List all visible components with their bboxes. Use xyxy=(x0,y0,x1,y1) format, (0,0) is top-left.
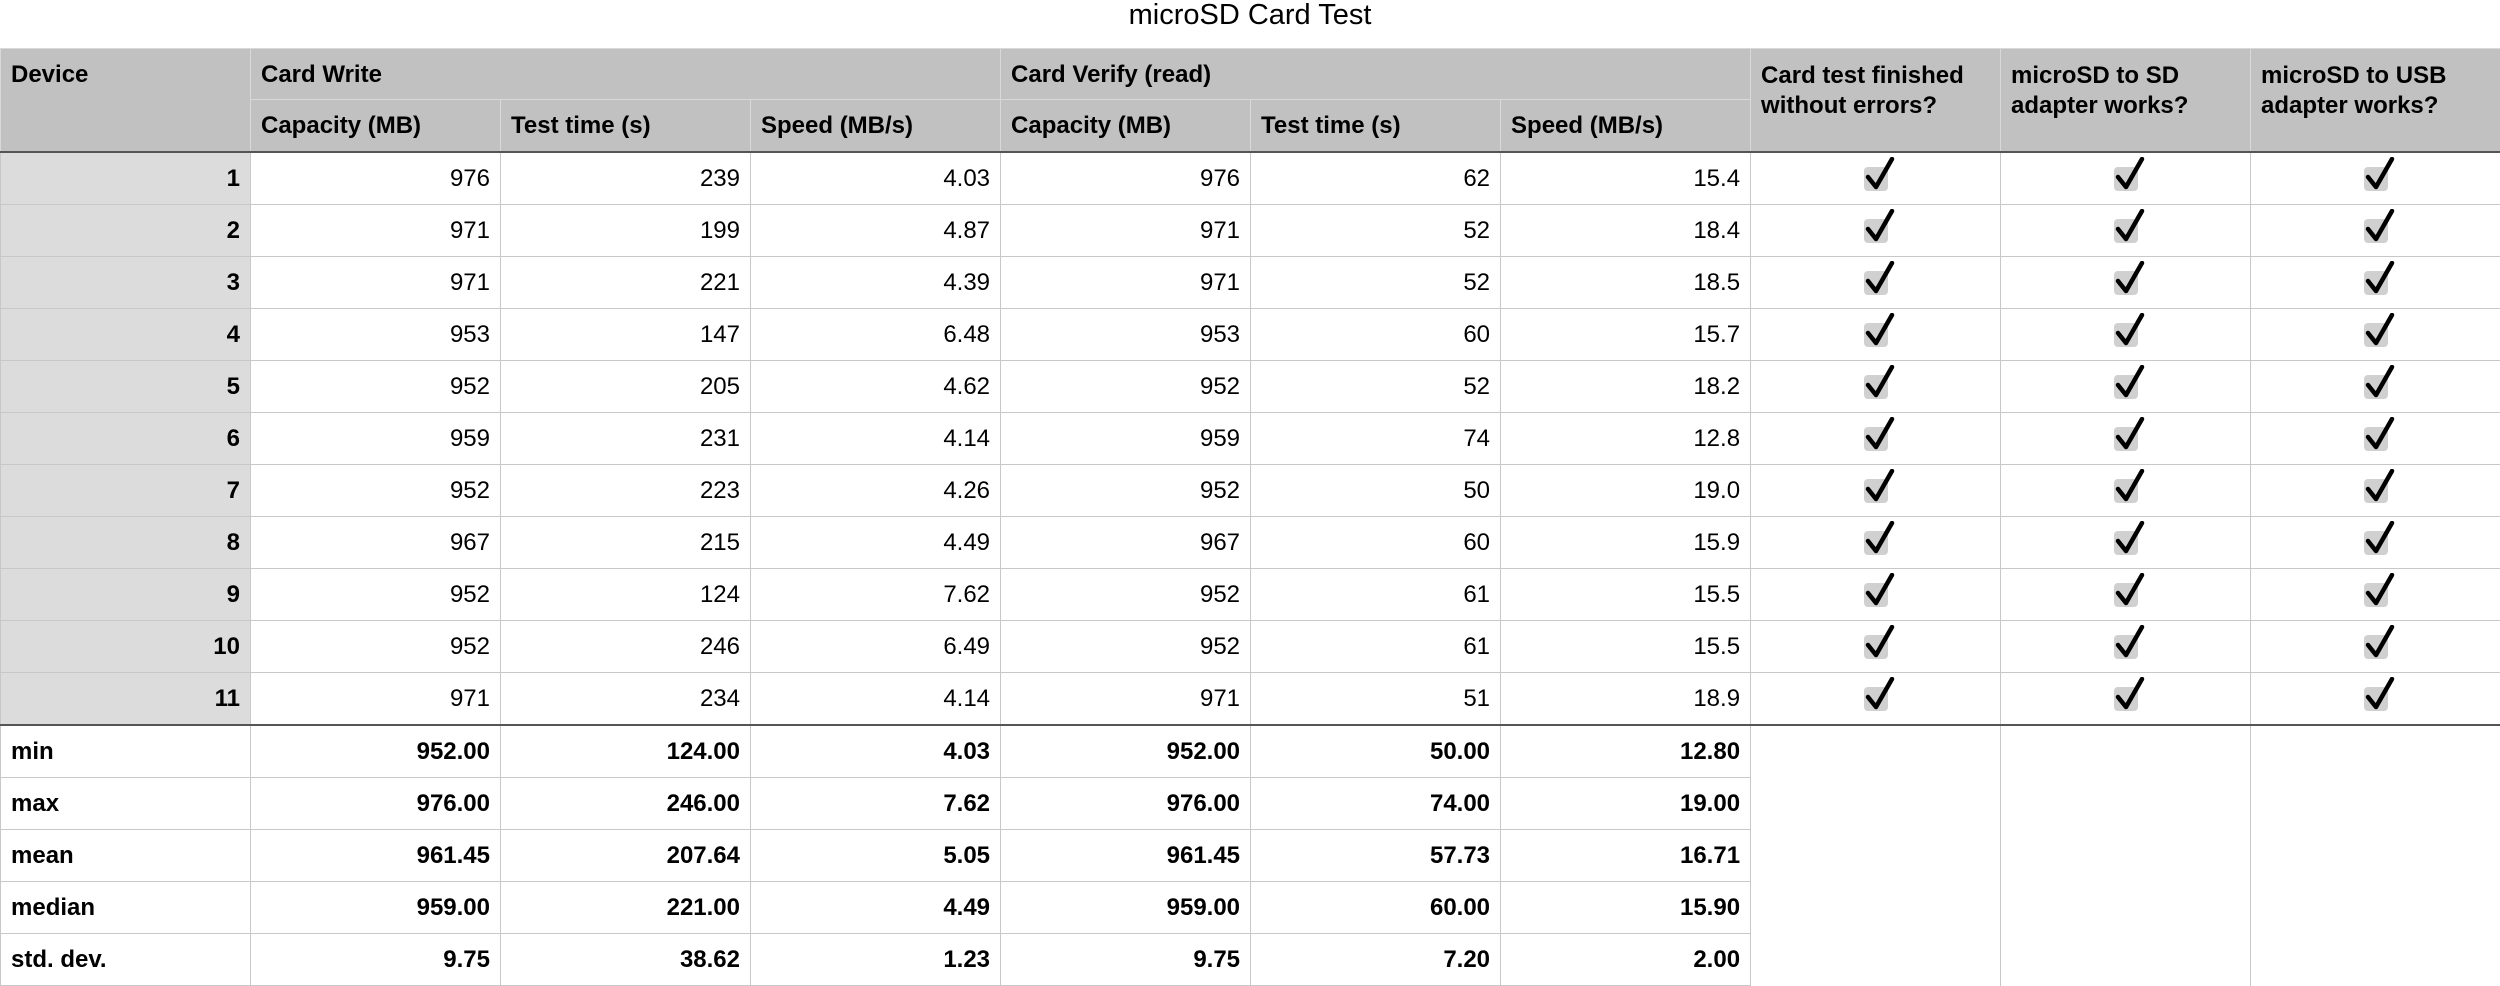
verify-capacity-cell[interactable]: 952 xyxy=(1001,569,1251,621)
write-speed-cell[interactable]: 6.49 xyxy=(751,621,1001,673)
checkbox[interactable] xyxy=(1864,583,1888,607)
checkbox[interactable] xyxy=(1864,375,1888,399)
sd-adapter-checkbox-cell[interactable] xyxy=(2001,309,2251,361)
header-device[interactable]: Device xyxy=(1,49,251,153)
verify-capacity-cell[interactable]: 971 xyxy=(1001,205,1251,257)
stat-verify-capacity-cell[interactable]: 959.00 xyxy=(1001,882,1251,934)
stat-write-test-time-cell[interactable]: 124.00 xyxy=(501,725,751,778)
stat-verify-test-time-cell[interactable]: 74.00 xyxy=(1251,778,1501,830)
usb-adapter-checkbox-cell[interactable] xyxy=(2251,673,2500,726)
verify-test-time-cell[interactable]: 61 xyxy=(1251,569,1501,621)
checkbox[interactable] xyxy=(1864,531,1888,555)
write-test-time-cell[interactable]: 231 xyxy=(501,413,751,465)
verify-capacity-cell[interactable]: 967 xyxy=(1001,517,1251,569)
write-test-time-cell[interactable]: 221 xyxy=(501,257,751,309)
stat-label-cell[interactable]: min xyxy=(1,725,251,778)
verify-capacity-cell[interactable]: 952 xyxy=(1001,465,1251,517)
checkbox[interactable] xyxy=(2364,271,2388,295)
verify-test-time-cell[interactable]: 74 xyxy=(1251,413,1501,465)
verify-speed-cell[interactable]: 15.4 xyxy=(1501,152,1751,205)
header-usb-adapter[interactable]: microSD to USB adapter works? xyxy=(2251,49,2500,153)
header-write-test-time[interactable]: Test time (s) xyxy=(501,100,751,153)
checkbox[interactable] xyxy=(2364,687,2388,711)
stat-verify-speed-cell[interactable]: 12.80 xyxy=(1501,725,1751,778)
write-speed-cell[interactable]: 4.14 xyxy=(751,413,1001,465)
usb-adapter-checkbox-cell[interactable] xyxy=(2251,309,2500,361)
table-row xyxy=(1,465,2500,517)
sd-adapter-checkbox-cell[interactable] xyxy=(2001,257,2251,309)
checkbox[interactable] xyxy=(2114,531,2138,555)
finished-checkbox-cell[interactable] xyxy=(1751,205,2001,257)
verify-speed-cell[interactable]: 15.9 xyxy=(1501,517,1751,569)
finished-checkbox-cell[interactable] xyxy=(1751,152,2001,205)
verify-test-time-cell[interactable]: 60 xyxy=(1251,309,1501,361)
stat-verify-test-time-cell[interactable]: 60.00 xyxy=(1251,882,1501,934)
checkbox[interactable] xyxy=(2114,219,2138,243)
stat-write-capacity-cell[interactable]: 961.45 xyxy=(251,830,501,882)
device-cell[interactable]: 4 xyxy=(1,309,251,361)
checkbox[interactable] xyxy=(2114,635,2138,659)
usb-adapter-checkbox-cell[interactable] xyxy=(2251,361,2500,413)
checkbox[interactable] xyxy=(2364,479,2388,503)
header-card-write[interactable]: Card Write xyxy=(251,49,1001,100)
verify-speed-cell[interactable]: 18.5 xyxy=(1501,257,1751,309)
table-row xyxy=(1,517,2500,569)
finished-checkbox-cell[interactable] xyxy=(1751,413,2001,465)
stat-verify-test-time-cell[interactable]: 57.73 xyxy=(1251,830,1501,882)
sd-adapter-checkbox-cell[interactable] xyxy=(2001,517,2251,569)
device-cell[interactable]: 6 xyxy=(1,413,251,465)
empty-cell[interactable] xyxy=(2251,725,2500,986)
write-speed-cell[interactable]: 4.49 xyxy=(751,517,1001,569)
stat-write-test-time-cell[interactable]: 38.62 xyxy=(501,934,751,986)
write-speed-cell[interactable]: 6.48 xyxy=(751,309,1001,361)
verify-capacity-cell[interactable]: 976 xyxy=(1001,152,1251,205)
finished-checkbox-cell[interactable] xyxy=(1751,569,2001,621)
verify-speed-cell[interactable]: 18.4 xyxy=(1501,205,1751,257)
finished-checkbox-cell[interactable] xyxy=(1751,465,2001,517)
finished-checkbox-cell[interactable] xyxy=(1751,621,2001,673)
stat-write-capacity-cell[interactable]: 976.00 xyxy=(251,778,501,830)
verify-test-time-cell[interactable]: 52 xyxy=(1251,205,1501,257)
table-row xyxy=(1,205,2500,257)
usb-adapter-checkbox-cell[interactable] xyxy=(2251,413,2500,465)
checkbox[interactable] xyxy=(2114,375,2138,399)
device-cell[interactable]: 11 xyxy=(1,673,251,726)
stat-write-capacity-cell[interactable]: 9.75 xyxy=(251,934,501,986)
checkbox[interactable] xyxy=(2114,583,2138,607)
device-cell[interactable]: 7 xyxy=(1,465,251,517)
stat-write-speed-cell[interactable]: 1.23 xyxy=(751,934,1001,986)
write-capacity-cell[interactable]: 971 xyxy=(251,205,501,257)
sd-adapter-checkbox-cell[interactable] xyxy=(2001,361,2251,413)
table-row xyxy=(1,152,2500,205)
write-capacity-cell[interactable]: 971 xyxy=(251,673,501,726)
verify-test-time-cell[interactable]: 52 xyxy=(1251,361,1501,413)
write-speed-cell[interactable]: 4.14 xyxy=(751,673,1001,726)
sd-adapter-checkbox-cell[interactable] xyxy=(2001,465,2251,517)
write-test-time-cell[interactable]: 246 xyxy=(501,621,751,673)
finished-checkbox-cell[interactable] xyxy=(1751,673,2001,726)
verify-capacity-cell[interactable]: 971 xyxy=(1001,257,1251,309)
stat-label-cell[interactable]: max xyxy=(1,778,251,830)
device-cell[interactable]: 5 xyxy=(1,361,251,413)
verify-capacity-cell[interactable]: 952 xyxy=(1001,361,1251,413)
checkbox[interactable] xyxy=(2114,323,2138,347)
write-speed-cell[interactable]: 4.26 xyxy=(751,465,1001,517)
checkbox[interactable] xyxy=(2364,583,2388,607)
stat-verify-speed-cell[interactable]: 19.00 xyxy=(1501,778,1751,830)
checkbox[interactable] xyxy=(2114,427,2138,451)
device-cell[interactable]: 1 xyxy=(1,152,251,205)
stat-write-speed-cell[interactable]: 4.03 xyxy=(751,725,1001,778)
write-speed-cell[interactable]: 4.87 xyxy=(751,205,1001,257)
usb-adapter-checkbox-cell[interactable] xyxy=(2251,152,2500,205)
write-capacity-cell[interactable]: 952 xyxy=(251,465,501,517)
usb-adapter-checkbox-cell[interactable] xyxy=(2251,517,2500,569)
stat-verify-speed-cell[interactable]: 16.71 xyxy=(1501,830,1751,882)
write-capacity-cell[interactable]: 959 xyxy=(251,413,501,465)
verify-test-time-cell[interactable]: 50 xyxy=(1251,465,1501,517)
checkbox[interactable] xyxy=(1864,323,1888,347)
table-row xyxy=(1,413,2500,465)
write-capacity-cell[interactable]: 976 xyxy=(251,152,501,205)
write-speed-cell[interactable]: 7.62 xyxy=(751,569,1001,621)
checkbox[interactable] xyxy=(1864,687,1888,711)
empty-cell[interactable] xyxy=(2001,725,2251,986)
checkbox[interactable] xyxy=(2114,479,2138,503)
header-write-capacity[interactable]: Capacity (MB) xyxy=(251,100,501,153)
write-test-time-cell[interactable]: 234 xyxy=(501,673,751,726)
stat-verify-speed-cell[interactable]: 15.90 xyxy=(1501,882,1751,934)
write-capacity-cell[interactable]: 952 xyxy=(251,621,501,673)
stat-write-test-time-cell[interactable]: 207.64 xyxy=(501,830,751,882)
stat-write-speed-cell[interactable]: 5.05 xyxy=(751,830,1001,882)
sd-adapter-checkbox-cell[interactable] xyxy=(2001,673,2251,726)
header-finished[interactable]: Card test finished without errors? xyxy=(1751,49,2001,153)
write-capacity-cell[interactable]: 971 xyxy=(251,257,501,309)
write-test-time-cell[interactable]: 215 xyxy=(501,517,751,569)
sd-adapter-checkbox-cell[interactable] xyxy=(2001,569,2251,621)
device-cell[interactable]: 3 xyxy=(1,257,251,309)
stat-verify-test-time-cell[interactable]: 7.20 xyxy=(1251,934,1501,986)
stat-label-cell[interactable]: mean xyxy=(1,830,251,882)
verify-speed-cell[interactable]: 15.5 xyxy=(1501,569,1751,621)
write-test-time-cell[interactable]: 124 xyxy=(501,569,751,621)
finished-checkbox-cell[interactable] xyxy=(1751,517,2001,569)
write-test-time-cell[interactable]: 223 xyxy=(501,465,751,517)
usb-adapter-checkbox-cell[interactable] xyxy=(2251,465,2500,517)
sd-adapter-checkbox-cell[interactable] xyxy=(2001,152,2251,205)
write-test-time-cell[interactable]: 239 xyxy=(501,152,751,205)
table-row xyxy=(1,621,2500,673)
stat-write-speed-cell[interactable]: 7.62 xyxy=(751,778,1001,830)
verify-speed-cell[interactable]: 15.7 xyxy=(1501,309,1751,361)
sd-adapter-checkbox-cell[interactable] xyxy=(2001,205,2251,257)
checkbox[interactable] xyxy=(2364,167,2388,191)
header-verify-test-time[interactable]: Test time (s) xyxy=(1251,100,1501,153)
stat-verify-test-time-cell[interactable]: 50.00 xyxy=(1251,725,1501,778)
usb-adapter-checkbox-cell[interactable] xyxy=(2251,257,2500,309)
verify-test-time-cell[interactable]: 61 xyxy=(1251,621,1501,673)
table-row xyxy=(1,257,2500,309)
header-card-verify[interactable]: Card Verify (read) xyxy=(1001,49,1751,100)
checkbox[interactable] xyxy=(1864,271,1888,295)
stats-row xyxy=(1,725,2500,778)
write-test-time-cell[interactable]: 147 xyxy=(501,309,751,361)
checkbox[interactable] xyxy=(2364,219,2388,243)
write-speed-cell[interactable]: 4.62 xyxy=(751,361,1001,413)
table-row xyxy=(1,673,2500,726)
usb-adapter-checkbox-cell[interactable] xyxy=(2251,569,2500,621)
table-row xyxy=(1,361,2500,413)
verify-speed-cell[interactable]: 12.8 xyxy=(1501,413,1751,465)
header-write-speed[interactable]: Speed (MB/s) xyxy=(751,100,1001,153)
stat-label-cell[interactable]: std. dev. xyxy=(1,934,251,986)
results-table xyxy=(0,48,2500,986)
verify-speed-cell[interactable]: 18.9 xyxy=(1501,673,1751,726)
checkbox[interactable] xyxy=(2364,375,2388,399)
checkbox[interactable] xyxy=(1864,167,1888,191)
usb-adapter-checkbox-cell[interactable] xyxy=(2251,621,2500,673)
verify-test-time-cell[interactable]: 52 xyxy=(1251,257,1501,309)
verify-speed-cell[interactable]: 15.5 xyxy=(1501,621,1751,673)
finished-checkbox-cell[interactable] xyxy=(1751,257,2001,309)
verify-speed-cell[interactable]: 19.0 xyxy=(1501,465,1751,517)
device-cell[interactable]: 2 xyxy=(1,205,251,257)
stat-verify-speed-cell[interactable]: 2.00 xyxy=(1501,934,1751,986)
stat-label-cell[interactable]: median xyxy=(1,882,251,934)
sd-adapter-checkbox-cell[interactable] xyxy=(2001,621,2251,673)
checkbox[interactable] xyxy=(1864,635,1888,659)
checkbox[interactable] xyxy=(1864,427,1888,451)
checkbox[interactable] xyxy=(2114,271,2138,295)
table-title: microSD Card Test xyxy=(0,0,2500,48)
checkbox[interactable] xyxy=(1864,479,1888,503)
empty-cell[interactable] xyxy=(1751,725,2001,986)
write-capacity-cell[interactable]: 967 xyxy=(251,517,501,569)
write-capacity-cell[interactable]: 953 xyxy=(251,309,501,361)
write-test-time-cell[interactable]: 199 xyxy=(501,205,751,257)
header-verify-speed[interactable]: Speed (MB/s) xyxy=(1501,100,1751,153)
stat-write-speed-cell[interactable]: 4.49 xyxy=(751,882,1001,934)
stat-write-test-time-cell[interactable]: 246.00 xyxy=(501,778,751,830)
checkbox[interactable] xyxy=(2364,427,2388,451)
usb-adapter-checkbox-cell[interactable] xyxy=(2251,205,2500,257)
verify-capacity-cell[interactable]: 971 xyxy=(1001,673,1251,726)
checkbox[interactable] xyxy=(2364,635,2388,659)
checkbox[interactable] xyxy=(2114,687,2138,711)
verify-test-time-cell[interactable]: 60 xyxy=(1251,517,1501,569)
verify-test-time-cell[interactable]: 62 xyxy=(1251,152,1501,205)
write-speed-cell[interactable]: 4.03 xyxy=(751,152,1001,205)
write-test-time-cell[interactable]: 205 xyxy=(501,361,751,413)
stat-write-test-time-cell[interactable]: 221.00 xyxy=(501,882,751,934)
header-sd-adapter[interactable]: microSD to SD adapter works? xyxy=(2001,49,2251,153)
write-capacity-cell[interactable]: 952 xyxy=(251,361,501,413)
verify-speed-cell[interactable]: 18.2 xyxy=(1501,361,1751,413)
device-cell[interactable]: 10 xyxy=(1,621,251,673)
stat-write-capacity-cell[interactable]: 959.00 xyxy=(251,882,501,934)
sd-adapter-checkbox-cell[interactable] xyxy=(2001,413,2251,465)
stat-write-capacity-cell[interactable]: 952.00 xyxy=(251,725,501,778)
verify-capacity-cell[interactable]: 959 xyxy=(1001,413,1251,465)
table-row xyxy=(1,569,2500,621)
verify-capacity-cell[interactable]: 953 xyxy=(1001,309,1251,361)
finished-checkbox-cell[interactable] xyxy=(1751,361,2001,413)
verify-test-time-cell[interactable]: 51 xyxy=(1251,673,1501,726)
stat-verify-capacity-cell[interactable]: 9.75 xyxy=(1001,934,1251,986)
write-speed-cell[interactable]: 4.39 xyxy=(751,257,1001,309)
stat-verify-capacity-cell[interactable]: 961.45 xyxy=(1001,830,1251,882)
checkbox[interactable] xyxy=(1864,219,1888,243)
finished-checkbox-cell[interactable] xyxy=(1751,309,2001,361)
table-row xyxy=(1,309,2500,361)
device-cell[interactable]: 8 xyxy=(1,517,251,569)
stat-verify-capacity-cell[interactable]: 976.00 xyxy=(1001,778,1251,830)
stat-verify-capacity-cell[interactable]: 952.00 xyxy=(1001,725,1251,778)
checkbox[interactable] xyxy=(2364,531,2388,555)
checkbox[interactable] xyxy=(2364,323,2388,347)
verify-capacity-cell[interactable]: 952 xyxy=(1001,621,1251,673)
write-capacity-cell[interactable]: 952 xyxy=(251,569,501,621)
checkbox[interactable] xyxy=(2114,167,2138,191)
header-verify-capacity[interactable]: Capacity (MB) xyxy=(1001,100,1251,153)
device-cell[interactable]: 9 xyxy=(1,569,251,621)
